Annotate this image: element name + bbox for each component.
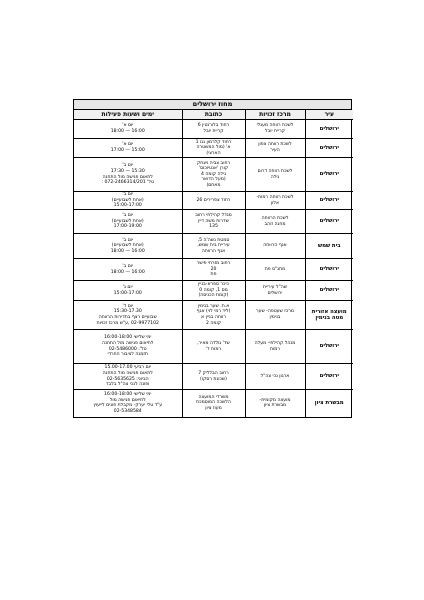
cell-hours: יום ב' (אחת לשבועיים) 15:00-17:00 — [74, 192, 182, 210]
cell-hours: ימי שלישי 16:00-18:00 לתיאום פגישה מול התחנה טל': 02-5486000 תזמנה לציבור החרדי — [74, 330, 182, 364]
cell-address: רחוב הבלליק 7 (שכונת רסקו) — [182, 364, 245, 390]
cell-address: משרדי המועצה הלשכה המוסמכת מעוז ציון — [182, 390, 245, 417]
table-row — [74, 210, 353, 234]
header-city: עיר — [305, 110, 353, 120]
cell-address: א.ת. שער בנימין (ליד רמי לוי) אגף רווחה בניין א קומה 2 — [182, 301, 245, 330]
cell-address: סמטת נשה'ה 5, עיריית בית שמש, אגף הרווחה — [182, 234, 245, 259]
cell-city: בית שמש — [305, 234, 353, 259]
cell-center: לשכת הרווחה מחנה זוהב — [245, 210, 305, 234]
header-address: כתובת — [182, 110, 245, 120]
cell-center: שה"ל עיריית ירושלים — [245, 281, 305, 301]
cell-address: כיכר ספרא-בניין מס 1, קומה 0 (קומת הכניסה) — [182, 281, 245, 301]
cell-city: מועצה אזורית מטה בנימין — [305, 301, 353, 330]
table-row — [74, 330, 353, 364]
cell-hours: יום רביעי 15.00-17.00 לתאום פגישה מול התחנה הביוני: 02-5635625 ופונה לנכי צה"ל בלבד — [74, 364, 182, 390]
cell-hours: יום ד' 15:30-17.30 שבועיים רצף בתדירות הרווחה 02-9977102 ,ע"ש מרכז זכויות — [74, 301, 182, 330]
cell-center: אגף הרווחה — [245, 234, 305, 259]
cell-hours: יום ג' 15:00-17:00 — [74, 281, 182, 301]
cell-city: ירושלים — [305, 364, 353, 390]
cell-hours: יום ב' 16:00 — 18:00 — [74, 259, 182, 281]
rights-centers-table — [73, 99, 352, 418]
cell-address: רחוד בלורנטין 6 קריית יובל — [182, 120, 245, 139]
cell-hours: יום א' 15:00 — 17:00 — [74, 139, 182, 158]
cell-city: ירושלים — [305, 259, 353, 281]
cell-city: ירושלים — [305, 139, 353, 158]
cell-address: שד' גולדה מאיר, רמות ד' — [182, 330, 245, 364]
cell-hours: יום ב' 15:30 — 17:30 לתאום פגישה מול התחנה טל' 072-2466314/201 : — [74, 158, 182, 192]
header-row — [74, 110, 353, 120]
table-row — [74, 301, 353, 330]
header-center: מרכז זכויות — [245, 110, 305, 120]
cell-center: ארגון נכי צה"ל — [245, 364, 305, 390]
table-row — [74, 259, 353, 281]
cell-hours: יום א' 16:00 — 18:00 — [74, 120, 182, 139]
cell-address: רחוב צביה ויצחק קורן 'אנטיוכוס' גילה קומה 4 (מעל הדואר מאחם) — [182, 158, 245, 192]
cell-city: ירושלים — [305, 192, 353, 210]
cell-address: רחוד קלרמון גנו 1 א' (מול המשטרה הארצי) — [182, 139, 245, 158]
cell-city: ירושלים — [305, 330, 353, 364]
cell-center: מתנ"ס פת — [245, 259, 305, 281]
cell-center: לשכת רווחה רמות- אלון — [245, 192, 305, 210]
cell-center: לשכת רווחה צפון העיר — [245, 139, 305, 158]
cell-hours: ימי שלישי 16:00-18:00 לתיאום פגישה מול ע"ד טלי יערק- מקבלת פונים לייעוץ 02-5348584 — [74, 390, 182, 417]
table-body — [74, 120, 353, 417]
cell-hours: יום ב' (אחת לשבועיים) 17:00-19:00 — [74, 210, 182, 234]
cell-city: ירושלים — [305, 120, 353, 139]
region-title: מחוז ירושלים — [74, 100, 351, 110]
table-row — [74, 390, 353, 417]
table-row — [74, 234, 353, 259]
cell-center: מרכז שעטפה- שער בנימין — [245, 301, 305, 330]
cell-city: מבשרת ציון — [305, 390, 353, 417]
table-row — [74, 281, 353, 301]
table-row — [74, 364, 353, 390]
cell-address: מגדל קהילתי רחוב שדרות משה דיין 135 — [182, 210, 245, 234]
cell-center: לשכת רווחה דרום גילה — [245, 158, 305, 192]
cell-address: רחוב מזרחי פישר 20 פת — [182, 259, 245, 281]
table-row — [74, 120, 353, 139]
cell-city: ירושלים — [305, 210, 353, 234]
centers-table — [74, 110, 353, 417]
cell-center: מנהל קהילתי- מעלה רמות — [245, 330, 305, 364]
cell-hours: יום ב' (אחת לשבועיים) 16:00 — 18:00 — [74, 234, 182, 259]
cell-city: ירושלים — [305, 281, 353, 301]
cell-city: ירושלים — [305, 158, 353, 192]
header-hours: ימים ושעות פעילות — [74, 110, 182, 120]
cell-center: לשכת רווחה מעגלי קריית יובל — [245, 120, 305, 139]
cell-center: מועצה מקומית- מבשרת ציון — [245, 390, 305, 417]
cell-address: רחוד צפרירים 26 — [182, 192, 245, 210]
table-row — [74, 192, 353, 210]
table-row — [74, 158, 353, 192]
table-row — [74, 139, 353, 158]
